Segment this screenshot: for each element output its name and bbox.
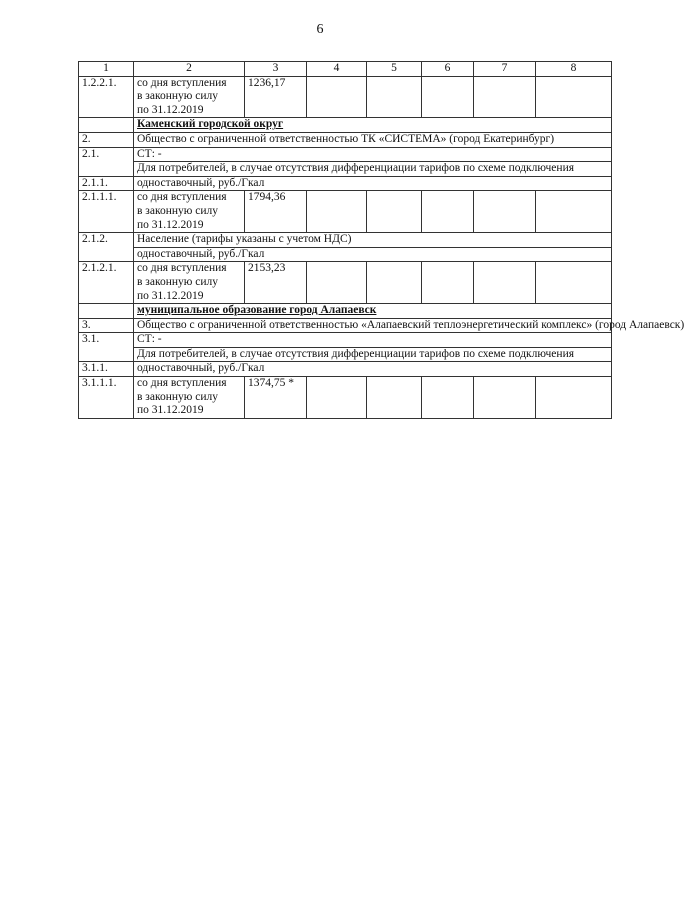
table-row xyxy=(79,147,612,162)
table-row xyxy=(79,247,612,262)
table-row xyxy=(79,132,612,147)
header-cell: 4 xyxy=(307,62,367,77)
row-number: 1.2.2.1. xyxy=(79,76,134,118)
header-cell: 1 xyxy=(79,62,134,77)
period-line: со дня вступления xyxy=(137,377,227,390)
period-cell xyxy=(134,191,245,233)
empty-cell xyxy=(367,377,422,419)
tariff-value: 1236,17 xyxy=(245,76,307,118)
period-line: по 31.12.2019 xyxy=(137,289,204,302)
row-number: 2.1.2. xyxy=(79,233,134,262)
table-row xyxy=(79,162,612,177)
table-row xyxy=(79,347,612,362)
period-line: со дня вступления xyxy=(137,262,227,275)
row-text: Для потребителей, в случае отсутствия дифференциации тарифов по схеме подключения xyxy=(134,162,612,177)
row-number: 3. xyxy=(79,318,134,333)
page-number: 6 xyxy=(316,22,324,37)
empty-cell xyxy=(422,262,474,304)
tariff-value: 2153,23 xyxy=(245,262,307,304)
row-number: 2. xyxy=(79,132,134,147)
table-row xyxy=(79,377,612,419)
row-text: одноставочный, руб./Гкал xyxy=(134,176,612,191)
row-number: 3.1.1.1. xyxy=(79,377,134,419)
period-line: по 31.12.2019 xyxy=(137,404,204,417)
empty-cell xyxy=(307,76,367,118)
row-text: Население (тарифы указаны с учетом НДС) xyxy=(134,233,612,248)
header-cell: 3 xyxy=(245,62,307,77)
empty-cell xyxy=(536,76,612,118)
period-line: в законную силу xyxy=(137,204,218,217)
period-line: со дня вступления xyxy=(137,191,227,204)
row-text: СТ: - xyxy=(134,147,612,162)
empty-cell xyxy=(536,377,612,419)
empty-cell xyxy=(307,262,367,304)
row-text: Для потребителей, в случае отсутствия дифференциации тарифов по схеме подключения xyxy=(134,347,612,362)
period-line: в законную силу xyxy=(137,90,218,103)
tariff-table xyxy=(78,61,684,419)
empty-cell xyxy=(367,191,422,233)
tariff-value: 1374,75 * xyxy=(245,377,307,419)
empty-cell xyxy=(307,191,367,233)
period-line: в законную силу xyxy=(137,390,218,403)
section-title: муниципальное образование город Алапаевск xyxy=(134,304,612,319)
empty-cell xyxy=(536,262,612,304)
empty-cell xyxy=(474,76,536,118)
table-row xyxy=(79,262,612,304)
row-number: 2.1.2.1. xyxy=(79,262,134,304)
period-line: со дня вступления xyxy=(137,76,227,89)
row-number: 2.1.1.1. xyxy=(79,191,134,233)
section-row xyxy=(79,304,612,319)
row-number: 3.1.1. xyxy=(79,362,134,377)
period-line: в законную силу xyxy=(137,275,218,288)
row-text: СТ: - xyxy=(134,333,612,348)
period-cell xyxy=(134,262,245,304)
row-number: 2.1. xyxy=(79,147,134,176)
row-text: одноставочный, руб./Гкал xyxy=(134,362,612,377)
table-row xyxy=(79,191,612,233)
empty-cell xyxy=(422,76,474,118)
empty-cell xyxy=(367,262,422,304)
period-line: по 31.12.2019 xyxy=(137,103,204,116)
section-title: Каменский городской округ xyxy=(134,118,612,133)
header-cell: 2 xyxy=(134,62,245,77)
row-text: одноставочный, руб./Гкал xyxy=(134,247,612,262)
table-row xyxy=(79,318,612,333)
row-number: 3.1. xyxy=(79,333,134,362)
tariff-value: 1794,36 xyxy=(245,191,307,233)
table-row xyxy=(79,176,612,191)
empty-cell xyxy=(367,76,422,118)
row-text: Общество с ограниченной ответственностью «Алапаевский теплоэнергетический комплекс» (город Алапаевск) xyxy=(134,318,612,333)
header-cell: 8 xyxy=(536,62,612,77)
period-cell xyxy=(134,76,245,118)
section-row xyxy=(79,118,612,133)
header-cell: 6 xyxy=(422,62,474,77)
period-cell xyxy=(134,377,245,419)
empty-cell xyxy=(474,191,536,233)
header-cell: 7 xyxy=(474,62,536,77)
empty-cell xyxy=(307,377,367,419)
empty-cell xyxy=(474,377,536,419)
empty-cell xyxy=(474,262,536,304)
empty-cell xyxy=(79,118,134,133)
header-row xyxy=(79,62,612,77)
table-row xyxy=(79,76,612,118)
table-row xyxy=(79,362,612,377)
table-row xyxy=(79,233,612,248)
empty-cell xyxy=(79,304,134,319)
empty-cell xyxy=(536,191,612,233)
row-number: 2.1.1. xyxy=(79,176,134,191)
row-text: Общество с ограниченной ответственностью ТК «СИСТЕМА» (город Екатеринбург) xyxy=(134,132,612,147)
empty-cell xyxy=(422,377,474,419)
header-cell: 5 xyxy=(367,62,422,77)
table-row xyxy=(79,333,612,348)
period-line: по 31.12.2019 xyxy=(137,218,204,231)
empty-cell xyxy=(422,191,474,233)
